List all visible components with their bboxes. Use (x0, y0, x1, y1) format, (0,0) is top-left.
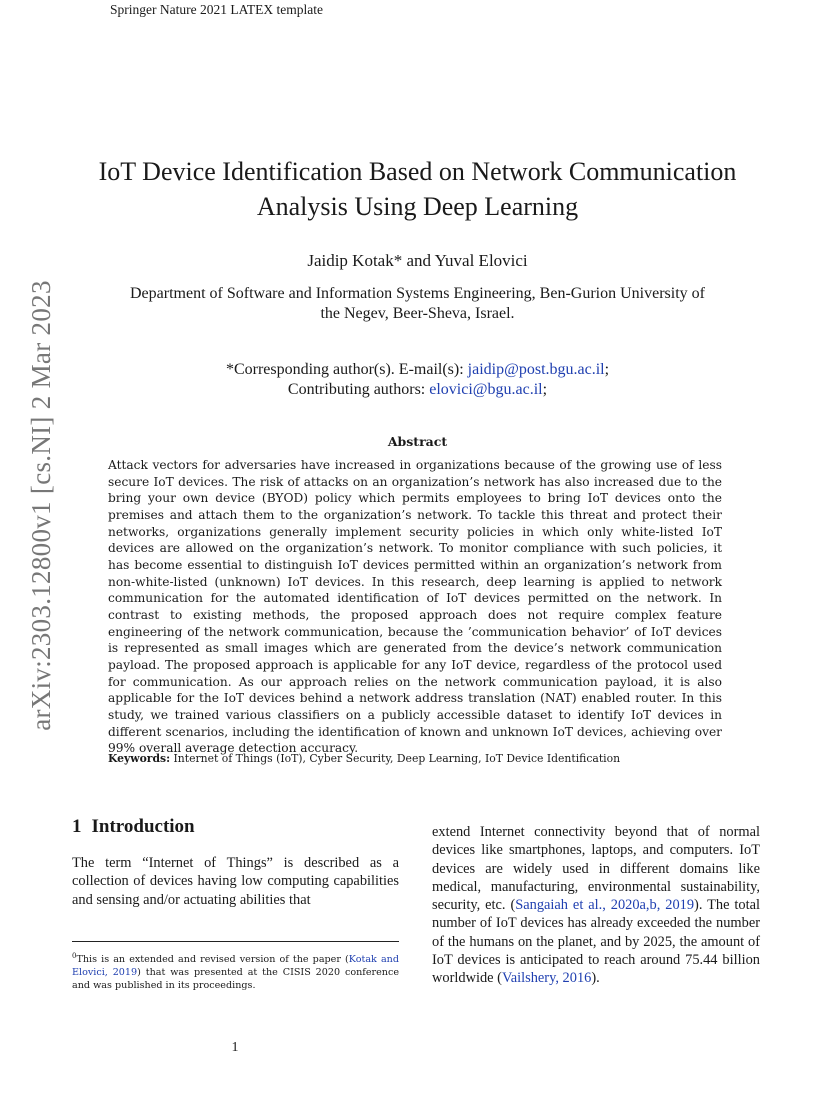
abstract-text: Attack vectors for adversaries have increased in organizations because of the growing use of less secure IoT devices. The risk of attacks on an organization’s network has also increased due to the bring your own device (BYOD) policy which permits employees to bring IoT devices onto the premises and attach them to the organization’s network. To tackle this threat and protect their networks, organizations generally implement security policies in which only white-listed IoT devices are allowed on the organization’s network. To monitor compliance with such policies, it has become essential to distinguish IoT devices permitted within an organization’s network from non-white-listed (unknown) IoT devices. In this research, deep learning is applied to network communication for the automated identification of IoT devices permitted on the network. In contrast to existing methods, the proposed approach does not require complex feature engineering of the network communication, because the ’communication behavior’ of IoT devices is represented as small images which are generated from the device’s network communication payload. The proposed approach is applicable for any IoT device, regardless of the protocol used for communication. As our approach relies on the network communication payload, it is also applicable for the IoT devices behind a network address translation (NAT) enabled router. In this study, we trained various classifiers on a publicly accessible dataset to identify IoT devices in different scenarios, including the identification of known and unknown IoT devices, achieving over 99% overall average detection accuracy. (108, 458, 722, 756)
title-line-1: IoT Device Identification Based on Network Communication (98, 157, 737, 186)
email-link-elovici[interactable]: elovici@bgu.ac.il (429, 381, 543, 398)
paper-title (90, 154, 745, 224)
corresponding-prefix: *Corresponding author(s). E-mail(s): (225, 361, 468, 378)
corresponding-line (90, 360, 745, 380)
correspondence (90, 360, 745, 400)
contributing-prefix: Contributing authors: (287, 381, 430, 398)
footnote-mark: 0 (72, 952, 77, 960)
authors: Jaidip Kotak* and Yuval Elovici (307, 251, 528, 270)
citation-vailshery[interactable]: Vailshery, 2016 (501, 970, 592, 987)
section-number: 1 (72, 816, 82, 837)
footnote-rule (72, 941, 399, 942)
footnote (72, 950, 399, 992)
section-heading (72, 816, 195, 838)
affiliation-line-2: the Negev, Beer-Sheva, Israel. (320, 305, 515, 322)
citation-sangaiah[interactable]: Sangaiah et al., 2020a,b, 2019 (515, 897, 695, 914)
abstract-heading: Abstract (387, 434, 448, 449)
arxiv-stamp-container (5, 245, 77, 765)
intro-right-text-b: ). The total number of IoT devices has already exceeded the number of the humans on the planet, and by 2025, the amount of IoT devices is anticipated to reach around 75.44 billion worldwide ( (432, 897, 760, 987)
email-link-kotak[interactable]: jaidip@post.bgu.ac.il (467, 361, 605, 378)
footnote-text-a: This is an extended and revised version of the paper ( (76, 954, 349, 966)
page-number: 1 (231, 1040, 239, 1055)
keywords-list: Internet of Things (IoT), Cyber Security, Deep Learning, IoT Device Identification (170, 752, 621, 765)
footnote-text-b: ) that was presented at the CISIS 2020 conference and was published in its proceedings. (72, 967, 400, 992)
keywords (108, 752, 722, 766)
affiliation-line-1: Department of Software and Information Systems Engineering, Ben-Gurion University of (130, 285, 705, 302)
intro-right-text-a: extend Internet connectivity beyond that of normal devices like smartphones, laptops, and computers. IoT devices are widely used in different domains like medical, manufacturing, environmental sustainability, security, etc. ( (432, 824, 760, 914)
keywords-label: Keywords: (108, 752, 171, 765)
running-header: Springer Nature 2021 LATEX template (110, 2, 323, 17)
intro-right-column (432, 823, 760, 988)
affiliation (90, 284, 745, 324)
section-title: Introduction (91, 816, 195, 837)
contributing-line (90, 380, 745, 400)
title-line-2: Analysis Using Deep Learning (256, 192, 579, 221)
intro-right-text-c: ). (591, 970, 600, 987)
citation-kotak-elovici[interactable]: Kotak and Elovici, 2019 (72, 954, 399, 979)
intro-left-column: The term “Internet of Things” is described as a collection of devices having low computing capabilities and sensing and/or actuating abilities that (72, 855, 399, 908)
corresponding-suffix: ; (604, 361, 610, 378)
arxiv-stamp: arXiv:2303.12800v1 [cs.NI] 2 Mar 2023 (25, 279, 56, 731)
contributing-suffix: ; (542, 381, 548, 398)
